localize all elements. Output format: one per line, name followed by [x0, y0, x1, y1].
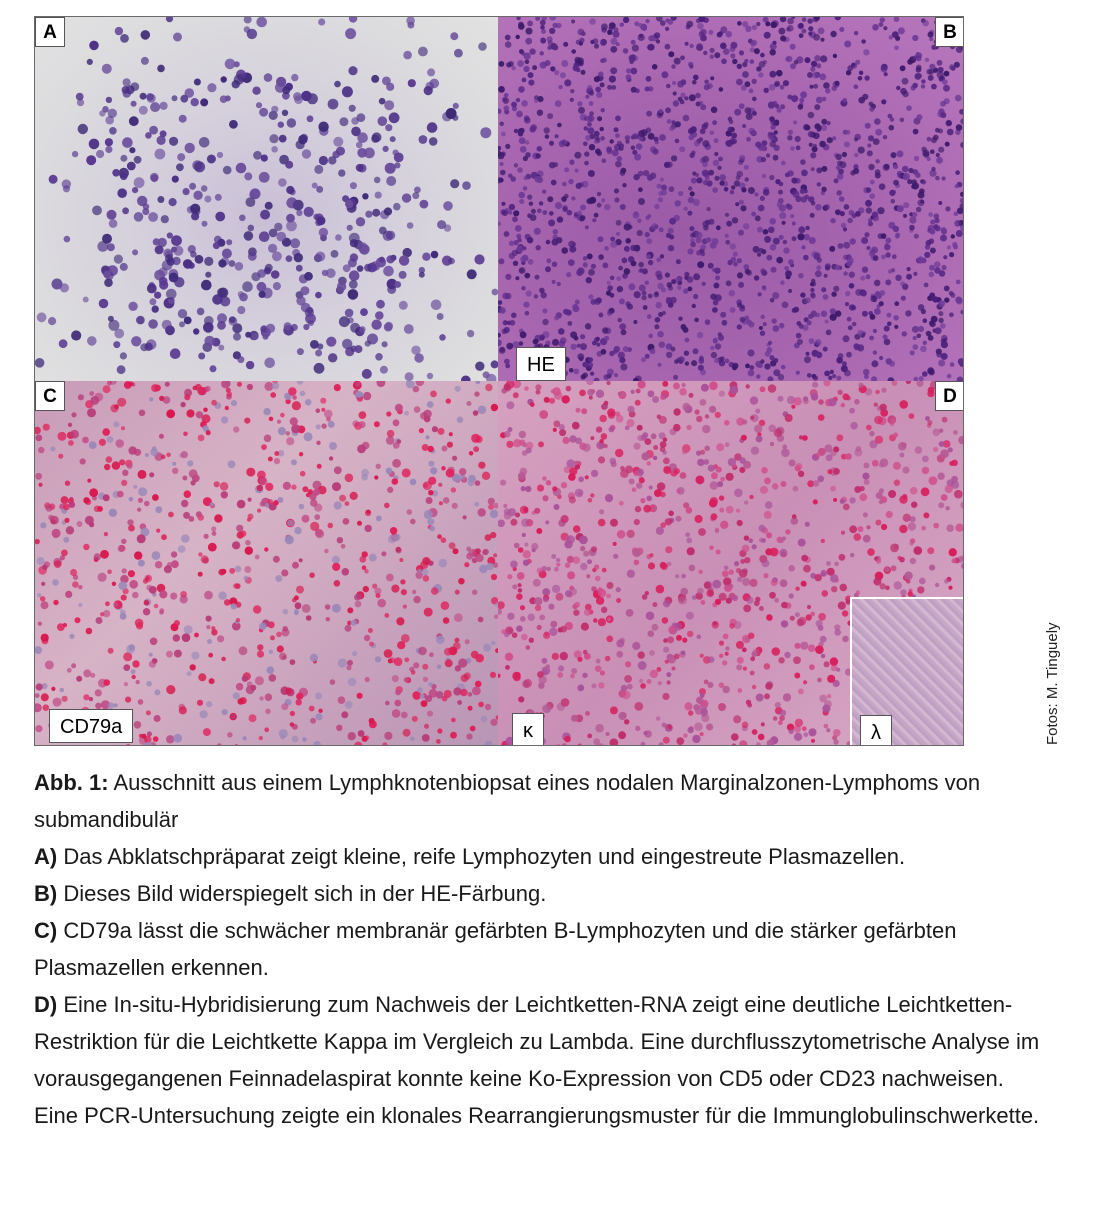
- caption-title-text: Ausschnitt aus einem Lymphknotenbiopsat eines nodalen Marginalzonen-Lymphoms von submandibulär: [34, 770, 981, 832]
- panel-a-letter: A: [35, 17, 65, 47]
- caption-item-b-label: B): [34, 881, 58, 906]
- panel-c-cells: [35, 381, 498, 746]
- panel-b-cells: [498, 17, 964, 381]
- panel-a-cells: [35, 17, 498, 381]
- caption-item-a-text: Das Abklatschpräparat zeigt kleine, reife Lymphozyten und eingestreute Plasmazellen.: [63, 844, 906, 869]
- panel-lambda-stain-label: λ: [860, 715, 892, 746]
- caption-item-a: [34, 838, 1044, 875]
- micrograph-figure: [34, 16, 964, 746]
- caption-item-b-text: Dieses Bild widerspiegelt sich in der HE-Färbung.: [63, 881, 547, 906]
- panel-c-stain-label: CD79a: [49, 709, 133, 743]
- caption-item-c-label: C): [34, 918, 58, 943]
- panel-b-letter: B: [935, 17, 964, 47]
- figure-caption: [34, 764, 1044, 1134]
- panel-b-stain-label: HE: [516, 347, 566, 381]
- panel-d-letter: D: [935, 381, 964, 411]
- panel-b-he: [498, 17, 964, 381]
- caption-item-c-text: CD79a lässt die schwächer membranär gefärbten B-Lymphozyten und die stärker gefärbten Plasmazellen erkennen.: [34, 918, 957, 980]
- panel-a-smear: [35, 17, 498, 381]
- caption-item-d-label: D): [34, 992, 58, 1017]
- panel-c-cd79a: [35, 381, 498, 746]
- caption-item-c: [34, 912, 1044, 986]
- caption-item-d-text: Eine In-situ-Hybridisierung zum Nachweis der Leichtketten-RNA zeigt eine deutliche Leichtketten-Restriktion für die Leichtkette Kappa im Vergleich zu Lambda. Eine durchflusszytometrische Analyse im vorausgegangenen Feinnadelaspirat konnte keine Ko-Expression von CD5 oder CD23 nachweisen. Eine PCR-Untersuchung zeigte ein klonales Rearrangierungsmuster für die Immunglobulinschwerkette.: [34, 992, 1040, 1128]
- caption-title-label: Abb. 1:: [34, 770, 109, 795]
- caption-title: [34, 764, 1044, 838]
- caption-item-a-label: A): [34, 844, 58, 869]
- panel-c-letter: C: [35, 381, 65, 411]
- caption-item-b: [34, 875, 1044, 912]
- photo-credit: Fotos: M. Tinguely: [1044, 622, 1061, 745]
- panel-lambda-inset: [850, 597, 964, 746]
- panel-d-stain-label: κ: [512, 713, 544, 746]
- caption-item-d: [34, 986, 1044, 1134]
